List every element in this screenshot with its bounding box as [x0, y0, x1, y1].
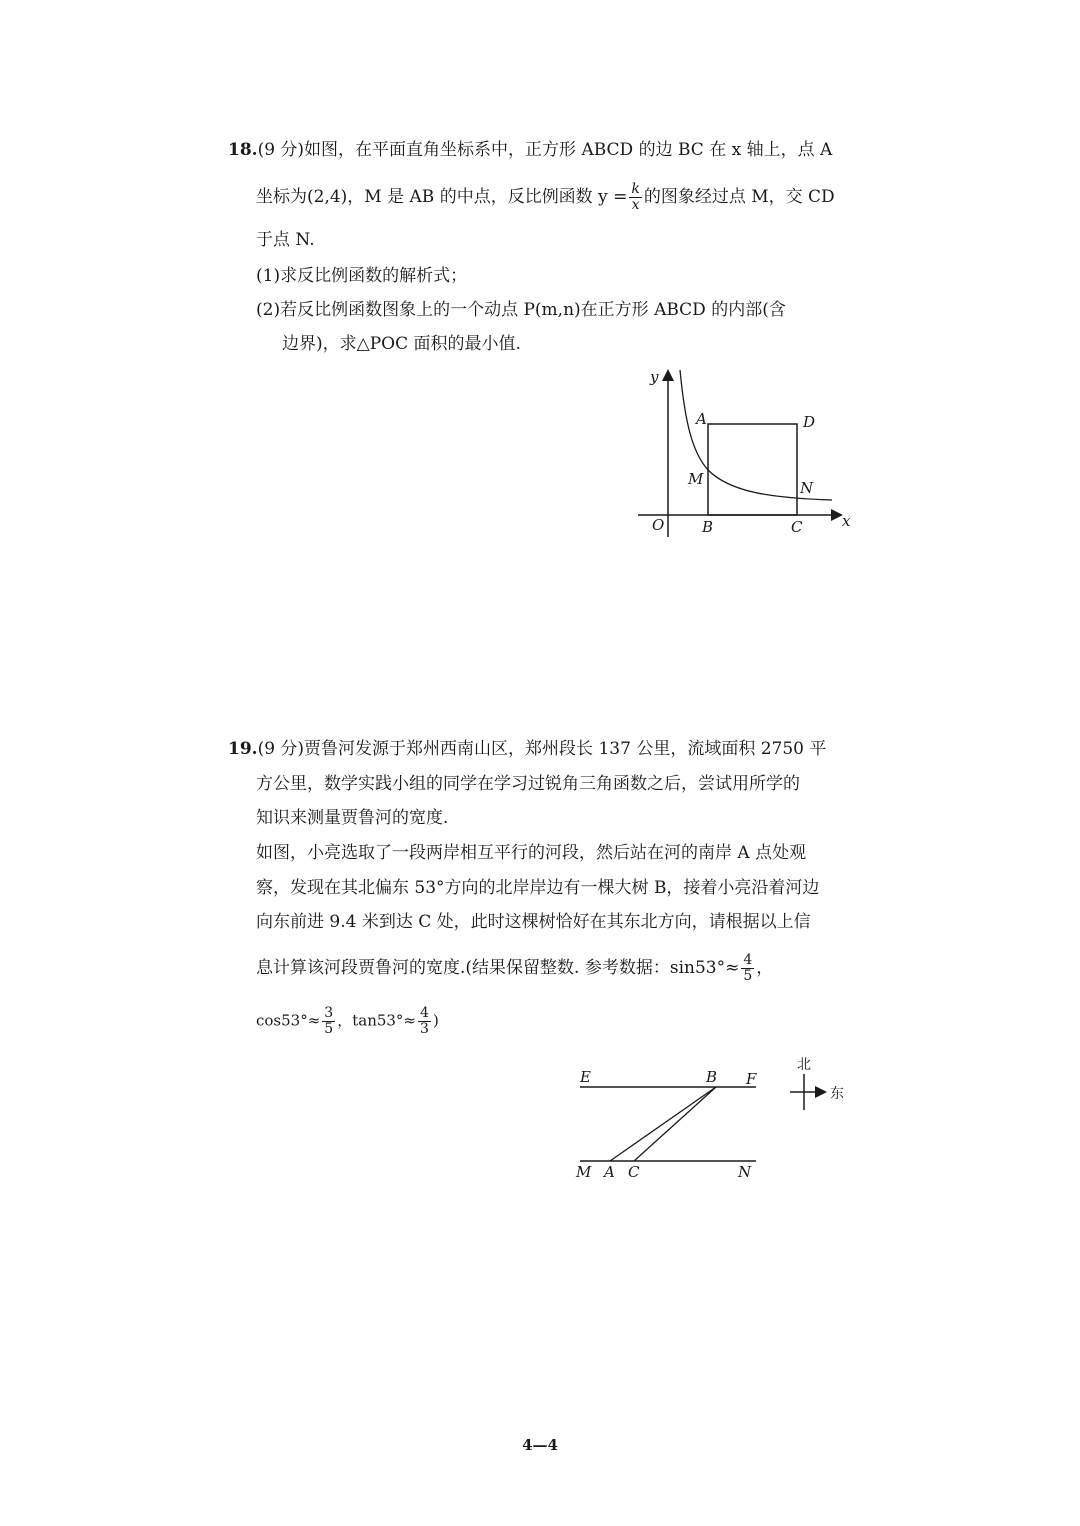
q19-tan-fraction: [418, 1006, 431, 1037]
q19-text-7-pre: 息计算该河段贾鲁河的宽度.(结果保留整数. 参考数据：sin53°≈: [256, 958, 740, 978]
q19-line-ab: [610, 1087, 716, 1161]
q18-text-1: (9 分)如图，在平面直角坐标系中，正方形 ABCD 的边 BC 在 x 轴上，点 A: [257, 140, 833, 160]
q18-part-1: (1)求反比例函数的解析式；: [256, 266, 468, 286]
q19-line-5: 察，发现在其北偏东 53°方向的北岸岸边有一棵大树 B，接着小亮沿着河边: [256, 878, 820, 898]
q18-line-1: [228, 138, 832, 162]
q18-label-x: x: [842, 512, 851, 530]
q18-fraction: [629, 182, 641, 213]
q19-text-1: (9 分)贾鲁河发源于郑州西南山区，郑州段长 137 公里，流域面积 2750 平: [257, 739, 827, 759]
q18-label-n: N: [800, 479, 814, 497]
q19-tan-den: 3: [420, 1021, 429, 1037]
page-number: 4—4: [522, 1436, 558, 1454]
q18-label-o: O: [652, 516, 665, 534]
q19-compass-east-label: 东: [830, 1086, 844, 1102]
q18-frac-den: x: [631, 197, 640, 213]
q18-label-y: y: [650, 368, 659, 386]
q18-label-d: D: [803, 413, 816, 431]
q19-compass-north-label: 北: [797, 1057, 811, 1073]
q18-text-2-post: 的图象经过点 M，交 CD: [643, 187, 835, 207]
q18-number: 18.: [228, 140, 258, 160]
q18-text-2-pre: 坐标为(2,4)，M 是 AB 的中点，反比例函数 y =: [256, 187, 628, 207]
q18-frac-num: k: [631, 181, 640, 197]
q19-line-3: 知识来测量贾鲁河的宽度.: [256, 808, 449, 828]
q18-part-2-line-1: (2)若反比例函数图象上的一个动点 P(m,n)在正方形 ABCD 的内部(含: [256, 300, 786, 320]
q18-label-m: M: [688, 470, 704, 488]
q19-label-n: N: [738, 1163, 752, 1181]
q19-label-b: B: [706, 1068, 718, 1086]
q18-line-2: [256, 182, 835, 213]
q19-sin-num: 4: [743, 952, 753, 968]
q19-label-a: A: [604, 1163, 615, 1181]
q19-sin-den: 5: [743, 968, 753, 984]
q19-tan-num: 4: [420, 1005, 429, 1021]
q19-line-8: [256, 1006, 439, 1037]
q19-tan-post: ): [432, 1011, 439, 1030]
q18-square-abcd: [708, 424, 797, 515]
q19-line-7: [256, 953, 773, 984]
q19-line-cb: [634, 1087, 716, 1161]
q19-cos-fraction: [322, 1006, 335, 1037]
q19-line-1: [228, 737, 826, 761]
q19-figure: [570, 1050, 860, 1190]
q19-label-e: E: [580, 1068, 591, 1086]
q19-line-4: 如图，小亮选取了一段两岸相互平行的河段，然后站在河的南岸 A 点处观: [256, 843, 807, 863]
q18-label-c: C: [791, 518, 803, 536]
q19-cos-pre: cos53°≈: [256, 1011, 321, 1030]
q18-figure: [630, 362, 860, 542]
q19-sin-fraction: [741, 953, 754, 984]
q18-line-3: 于点 N.: [256, 230, 315, 250]
q19-label-m: M: [576, 1163, 592, 1181]
q18-label-b: B: [702, 518, 714, 536]
q19-cos-num: 3: [324, 1005, 334, 1021]
q18-part-2-line-2: 边界)，求△POC 面积的最小值.: [282, 334, 521, 354]
q19-line-6: 向东前进 9.4 米到达 C 处，此时这棵树恰好在其东北方向，请根据以上信: [256, 912, 811, 932]
q18-label-a: A: [696, 410, 707, 428]
q19-label-c: C: [628, 1163, 640, 1181]
q19-sin-post: ，: [756, 958, 774, 978]
q19-number: 19.: [228, 739, 258, 759]
q19-label-f: F: [746, 1070, 757, 1088]
q19-line-2: 方公里，数学实践小组的同学在学习过锐角三角函数之后，尝试用所学的: [256, 774, 800, 794]
q19-tan-pre: ，tan53°≈: [337, 1011, 417, 1030]
q19-cos-den: 5: [324, 1021, 334, 1037]
